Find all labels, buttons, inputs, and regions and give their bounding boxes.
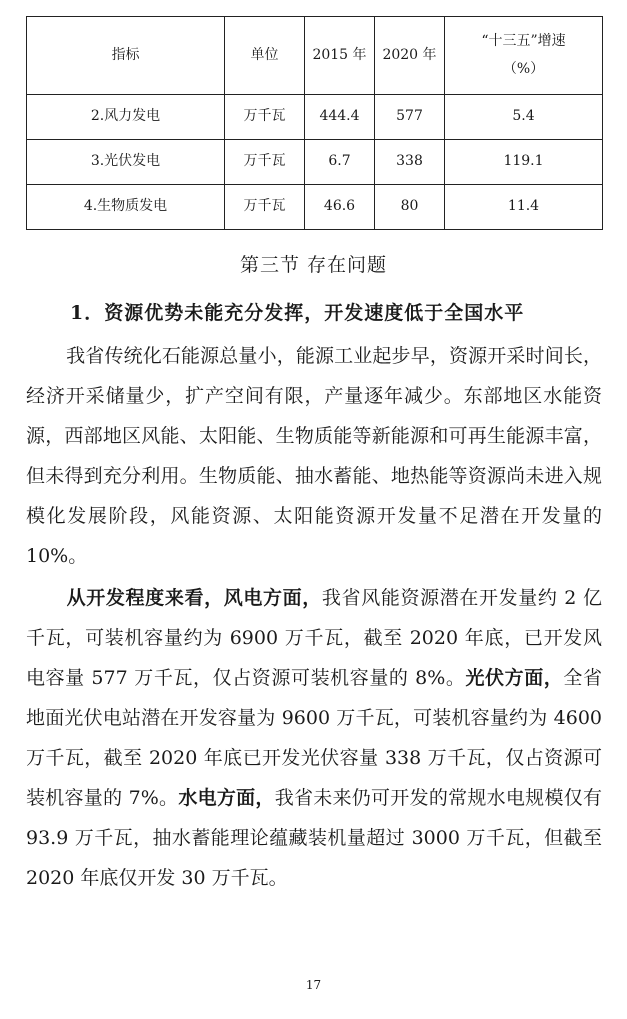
cell-growth: 11.4 <box>445 185 603 230</box>
cell-2015: 46.6 <box>305 185 375 230</box>
cell-growth: 119.1 <box>445 140 603 185</box>
hydro-bold-text: 水电方面， <box>178 787 275 809</box>
cell-2020: 577 <box>375 95 445 140</box>
hydro-text: 我省未来仍可开发的常规水电规模仅有 93.9 万千瓦，抽水蓄能理论蕴藏装机量超过 3000 万千瓦，但截至 2020 年底仅开发 30 万千瓦。 <box>26 787 602 889</box>
wind-text: 我省风能资源潜在开发量约 2 亿千瓦，可装机容量约为 6900 万千瓦，截至 2020 年底，已开发风电容量 577 万千瓦，仅占资源可装机容量的 8%。 <box>26 587 602 689</box>
header-growth-unit: （%） <box>502 60 545 77</box>
cell-2015: 6.7 <box>305 140 375 185</box>
header-2020: 2020 年 <box>375 17 445 95</box>
cell-2020: 338 <box>375 140 445 185</box>
lead-bold-text: 从开发程度来看，风电方面， <box>66 587 322 609</box>
paragraph-resources-text: 我省传统化石能源总量小，能源工业起步早，资源开采时间长，经济开采储量少，扩产空间有限，产量逐年减少。东部地区水能资源，西部地区风能、太阳能、生物质能等新能源和可再生能源丰富，但未得到充分利用。生物质能、抽水蓄能、地热能等资源尚未进入规模化发展阶段，风能资源、太阳能资源开发量不足潜在开发量的 10%。 <box>26 345 602 567</box>
header-growth <box>445 17 603 95</box>
pv-bold-text: 光伏方面， <box>465 667 564 689</box>
cell-2015: 444.4 <box>305 95 375 140</box>
subsection-heading: 1．资源优势未能充分发挥，开发速度低于全国水平 <box>70 302 525 324</box>
header-indicator: 指标 <box>27 17 225 95</box>
paragraph-development <box>26 578 602 898</box>
header-growth-title: “十三五”增速 <box>481 33 566 49</box>
pv-text: 全省地面光伏电站潜在开发容量为 9600 万千瓦，可装机容量约为 4600 万千瓦，截至 2020 年底已开发光伏容量 338 万千瓦，仅占资源可装机容量的 7%。 <box>26 667 602 809</box>
cell-unit: 万千瓦 <box>225 95 305 140</box>
header-unit: 单位 <box>225 17 305 95</box>
cell-2020: 80 <box>375 185 445 230</box>
cell-indicator: 3.光伏发电 <box>27 140 225 185</box>
table-row <box>27 95 603 140</box>
energy-stats-table <box>26 16 603 230</box>
page-number: 17 <box>305 978 322 992</box>
cell-growth: 5.4 <box>445 95 603 140</box>
table-row <box>27 140 603 185</box>
cell-indicator: 4.生物质发电 <box>27 185 225 230</box>
header-2015: 2015 年 <box>305 17 375 95</box>
cell-unit: 万千瓦 <box>225 140 305 185</box>
section-title: 第三节 存在问题 <box>239 254 388 276</box>
table-header-row <box>27 17 603 95</box>
paragraph-resources <box>26 336 602 576</box>
table-row <box>27 185 603 230</box>
cell-indicator: 2.风力发电 <box>27 95 225 140</box>
cell-unit: 万千瓦 <box>225 185 305 230</box>
